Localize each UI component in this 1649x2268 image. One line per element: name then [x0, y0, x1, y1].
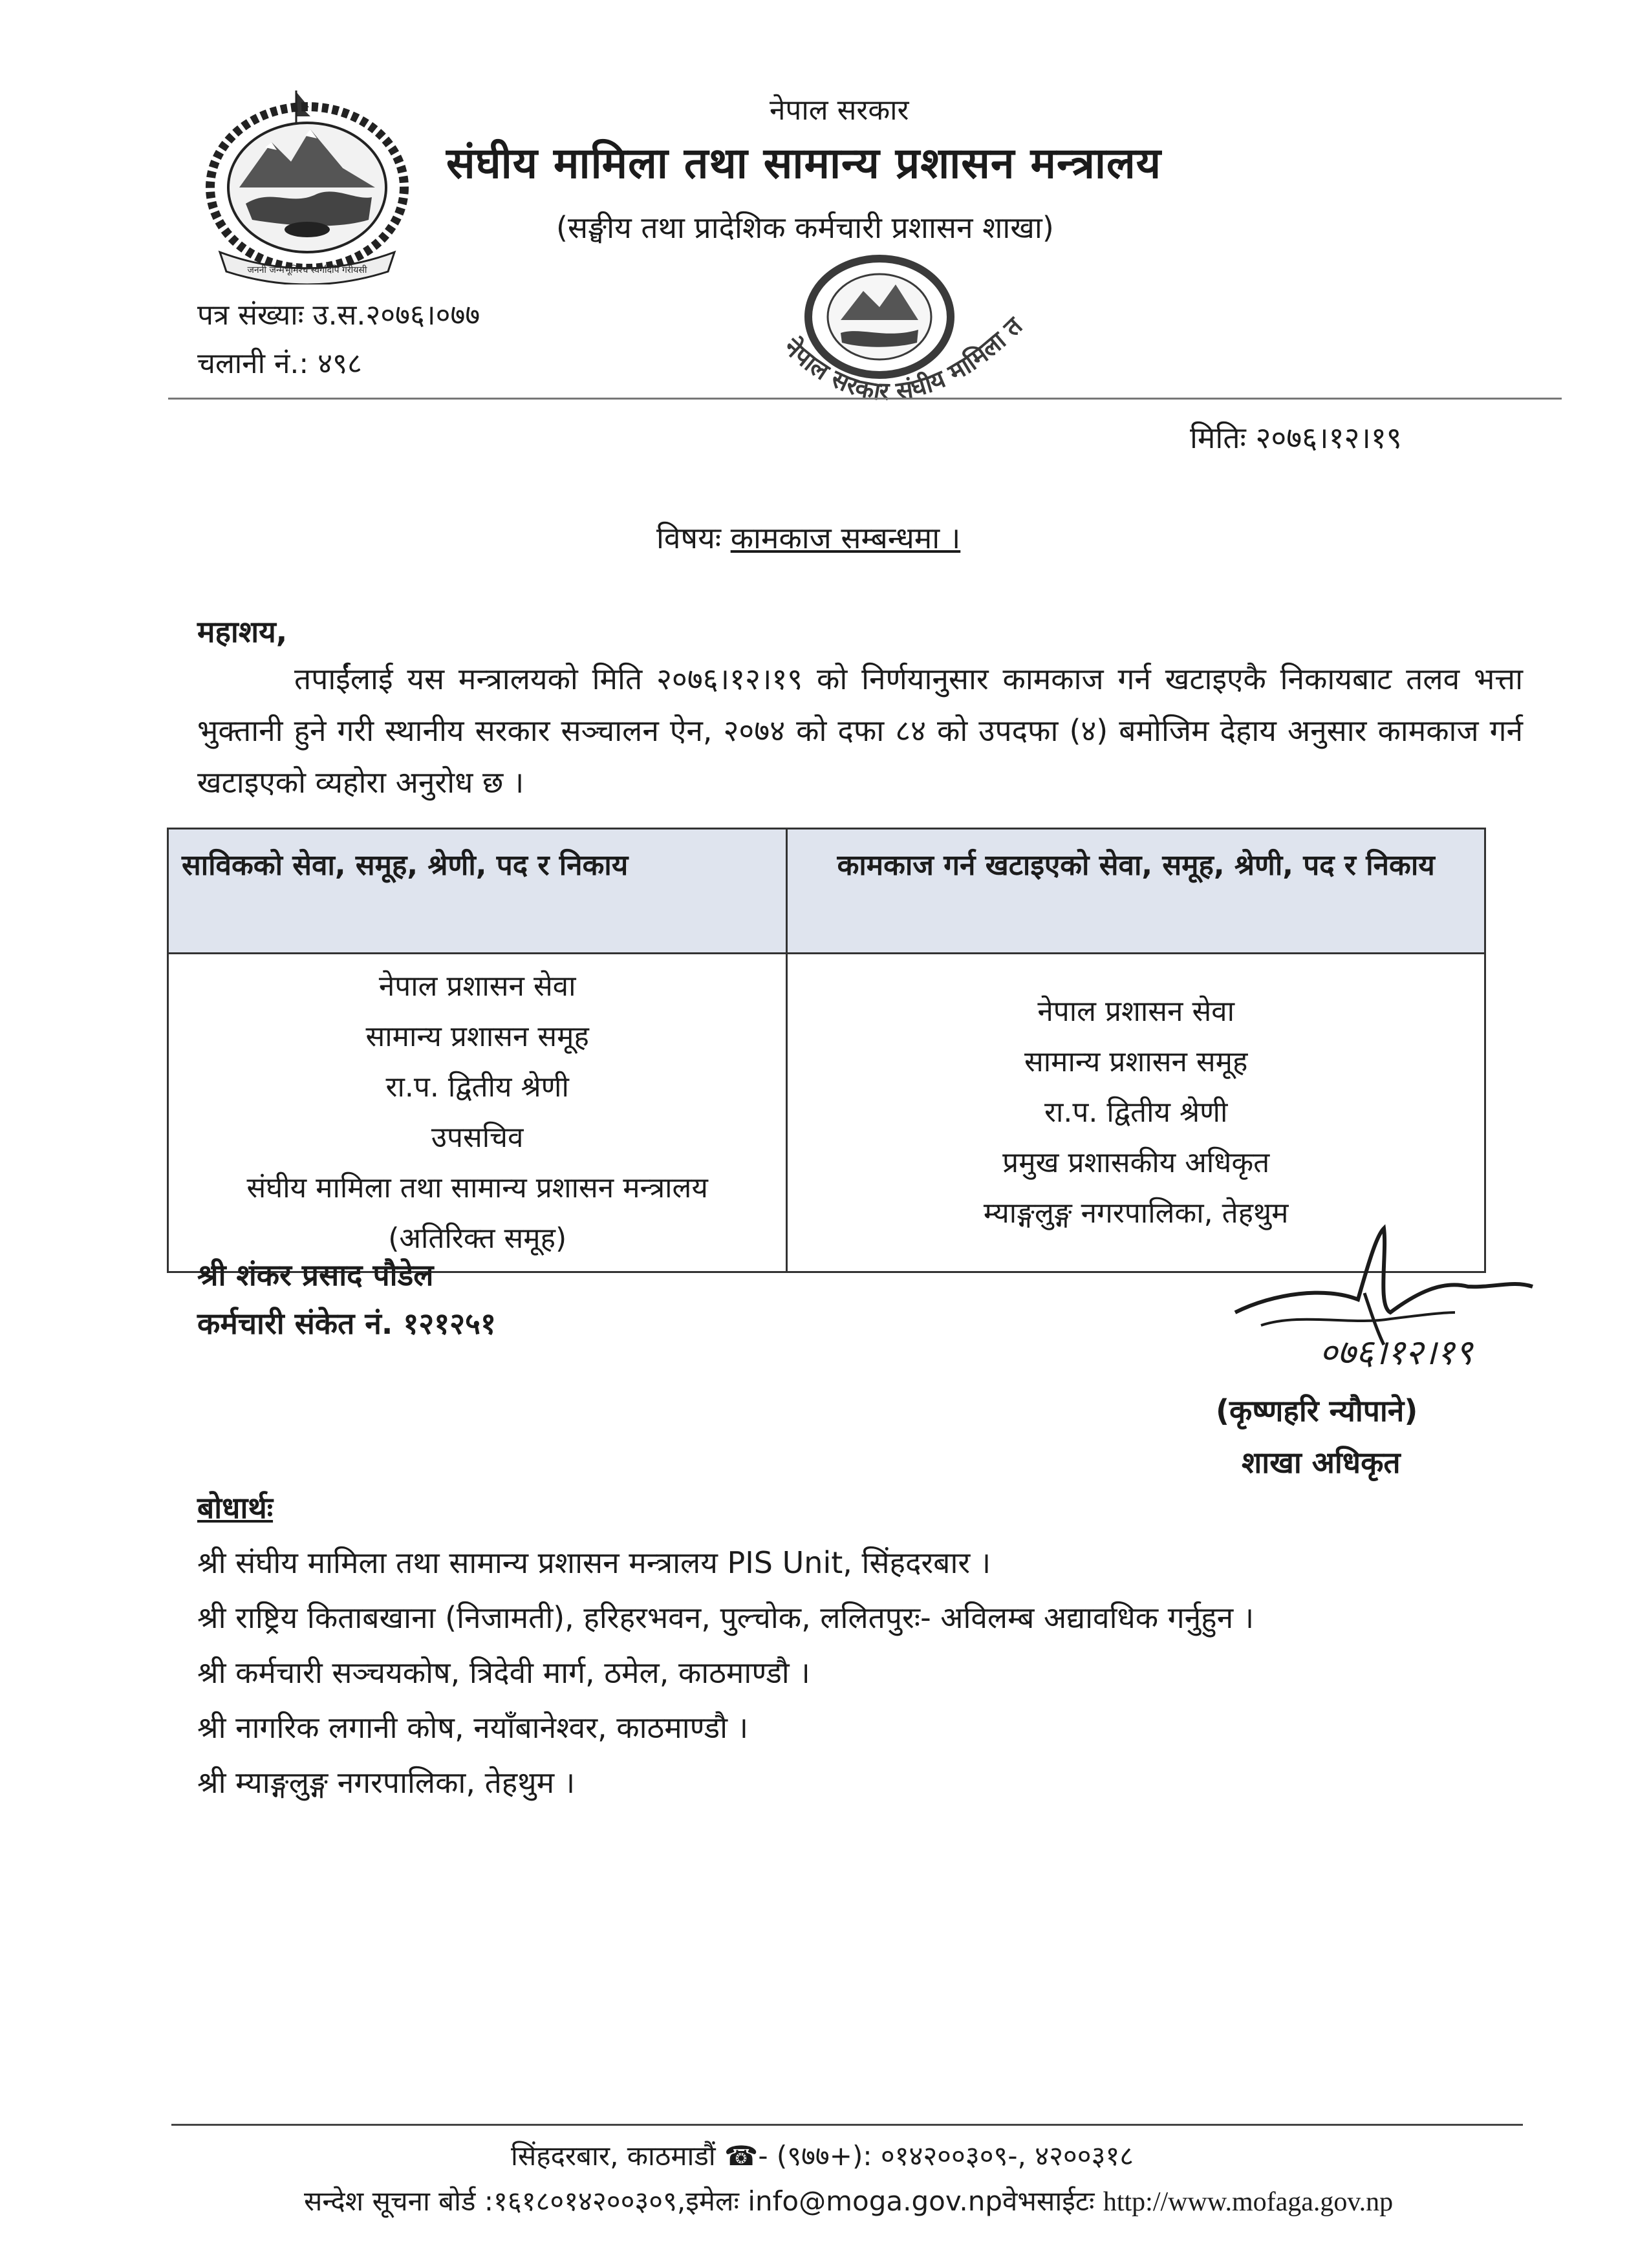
subject-line	[656, 517, 960, 557]
nepal-government-emblem-icon	[194, 91, 420, 284]
officer-title: शाखा अधिकृत	[1242, 1445, 1401, 1480]
employee-code: कर्मचारी संकेत नं. १२१२५१	[197, 1306, 496, 1341]
previous-group: सामान्य प्रशासन समूह	[365, 1020, 589, 1053]
list-item: श्री राष्ट्रिय किताबखाना (निजामती), हरिहरभवन, पुल्चोक, ललितपुरः- अविलम्ब अद्यावधिक गर्नुहुन ।	[197, 1600, 1255, 1635]
previous-note: (अतिरिक्त समूह)	[388, 1222, 567, 1255]
table-header-assigned: कामकाज गर्न खटाइएको सेवा, समूह, श्रेणी, पद र निकाय	[787, 829, 1485, 954]
list-item: श्री नागरिक लगानी कोष, नयाँबानेश्वर, काठमाण्डौ ।	[197, 1710, 749, 1745]
assigned-group: सामान्य प्रशासन समूह	[1024, 1045, 1248, 1078]
assigned-office: म्याङ्गलुङ्ग नगरपालिका, तेहथुम	[983, 1197, 1289, 1230]
assigned-service: नेपाल प्रशासन सेवा	[1037, 995, 1235, 1028]
branch-name: (सङ्घीय तथा प्रादेशिक कर्मचारी प्रशासन शाखा)	[556, 210, 1054, 245]
website-link[interactable]: http://www.mofaga.gov.np	[1103, 2187, 1394, 2217]
assigned-class: रा.प. द्वितीय श्रेणी	[1044, 1096, 1228, 1129]
previous-post: उपसचिव	[431, 1121, 524, 1154]
previous-service: नेपाल प्रशासन सेवा	[378, 970, 576, 1003]
footer-address: सिंहदरबार, काठमाडौं ☎- (९७७+): ०१४२००३०९-, ४२००३१८	[511, 2140, 1134, 2172]
table-header-previous: साविकको सेवा, समूह, श्रेणी, पद र निकाय	[168, 829, 787, 954]
letter-body-text: तपाईंलाई यस मन्त्रालयको मिति २०७६।१२।१९ को निर्णयानुसार कामकाज गर्न खटाइएकै निकायबाट तलव भत्ता भुक्तानी हुने गरी स्थानीय सरकार सञ्चालन ऐन, २०७४ को दफा ८४ को उपदफा (४) बमोजिम देहाय अनुसार कामकाज गर्न खटाइएको व्यहोरा अनुरोध छ ।	[197, 661, 1523, 800]
letter-number: पत्र संख्याः उ.स.२०७६।०७७	[197, 299, 480, 332]
previous-office: संघीय मामिला तथा सामान्य प्रशासन मन्त्रालय	[246, 1171, 708, 1204]
ministry-stamp-icon	[737, 246, 1073, 478]
header-divider	[168, 398, 1562, 400]
letter-date: मितिः २०७६।१२।१९	[1190, 420, 1402, 455]
officer-name: (कृष्णहरि न्यौपाने)	[1216, 1393, 1418, 1428]
handwritten-signature-icon	[1222, 1215, 1558, 1390]
footer-divider	[171, 2124, 1523, 2126]
stamp-text: नेपाल सरकार संघीय मामिला त	[778, 311, 1028, 406]
list-item: श्री कर्मचारी सञ्चयकोष, त्रिदेवी मार्ग, ठमेल, काठमाण्डौ ।	[197, 1655, 810, 1690]
footer-notice: सन्देश सूचना बोर्ड :१६१८०१४२००३०९,इमेलः info@moga.gov.npवेभसाईटः	[304, 2185, 1095, 2217]
footer-contact	[304, 2182, 1393, 2219]
previous-class: रा.प. द्वितीय श्रेणी	[385, 1071, 569, 1104]
list-item: श्री म्याङ्गलुङ्ग नगरपालिका, तेहथुम ।	[197, 1765, 576, 1800]
subject-label: विषयः	[656, 520, 722, 555]
subject-text: कामकाज सम्बन्धमा ।	[730, 520, 961, 555]
ministry-name: संघीय मामिला तथा सामान्य प्रशासन मन्त्रालय	[446, 138, 1162, 188]
previous-post-cell	[168, 954, 787, 1272]
cc-list	[197, 1535, 1254, 1810]
recipient-name: श्री शंकर प्रसाद पौडेल	[197, 1257, 434, 1292]
letter-body	[197, 653, 1523, 808]
assignment-table	[167, 828, 1486, 1273]
cc-heading: बोधार्थः	[197, 1490, 274, 1525]
table-header-row	[168, 829, 1485, 954]
emblem-motto: जननी जन्मभूमिश्च स्वर्गादपि गरीयसी	[247, 265, 367, 275]
list-item: श्री संघीय मामिला तथा सामान्य प्रशासन मन्त्रालय PIS Unit, सिंहदरबार ।	[197, 1545, 991, 1580]
salutation: महाशय,	[197, 614, 288, 649]
dispatch-number: चलानी नं.: ४९८	[197, 347, 362, 380]
assigned-post: प्रमुख प्रशासकीय अधिकृत	[1002, 1146, 1270, 1179]
signature-date: ०७६।१२।१९	[1319, 1332, 1473, 1373]
government-name: नेपाल सरकार	[770, 94, 909, 127]
